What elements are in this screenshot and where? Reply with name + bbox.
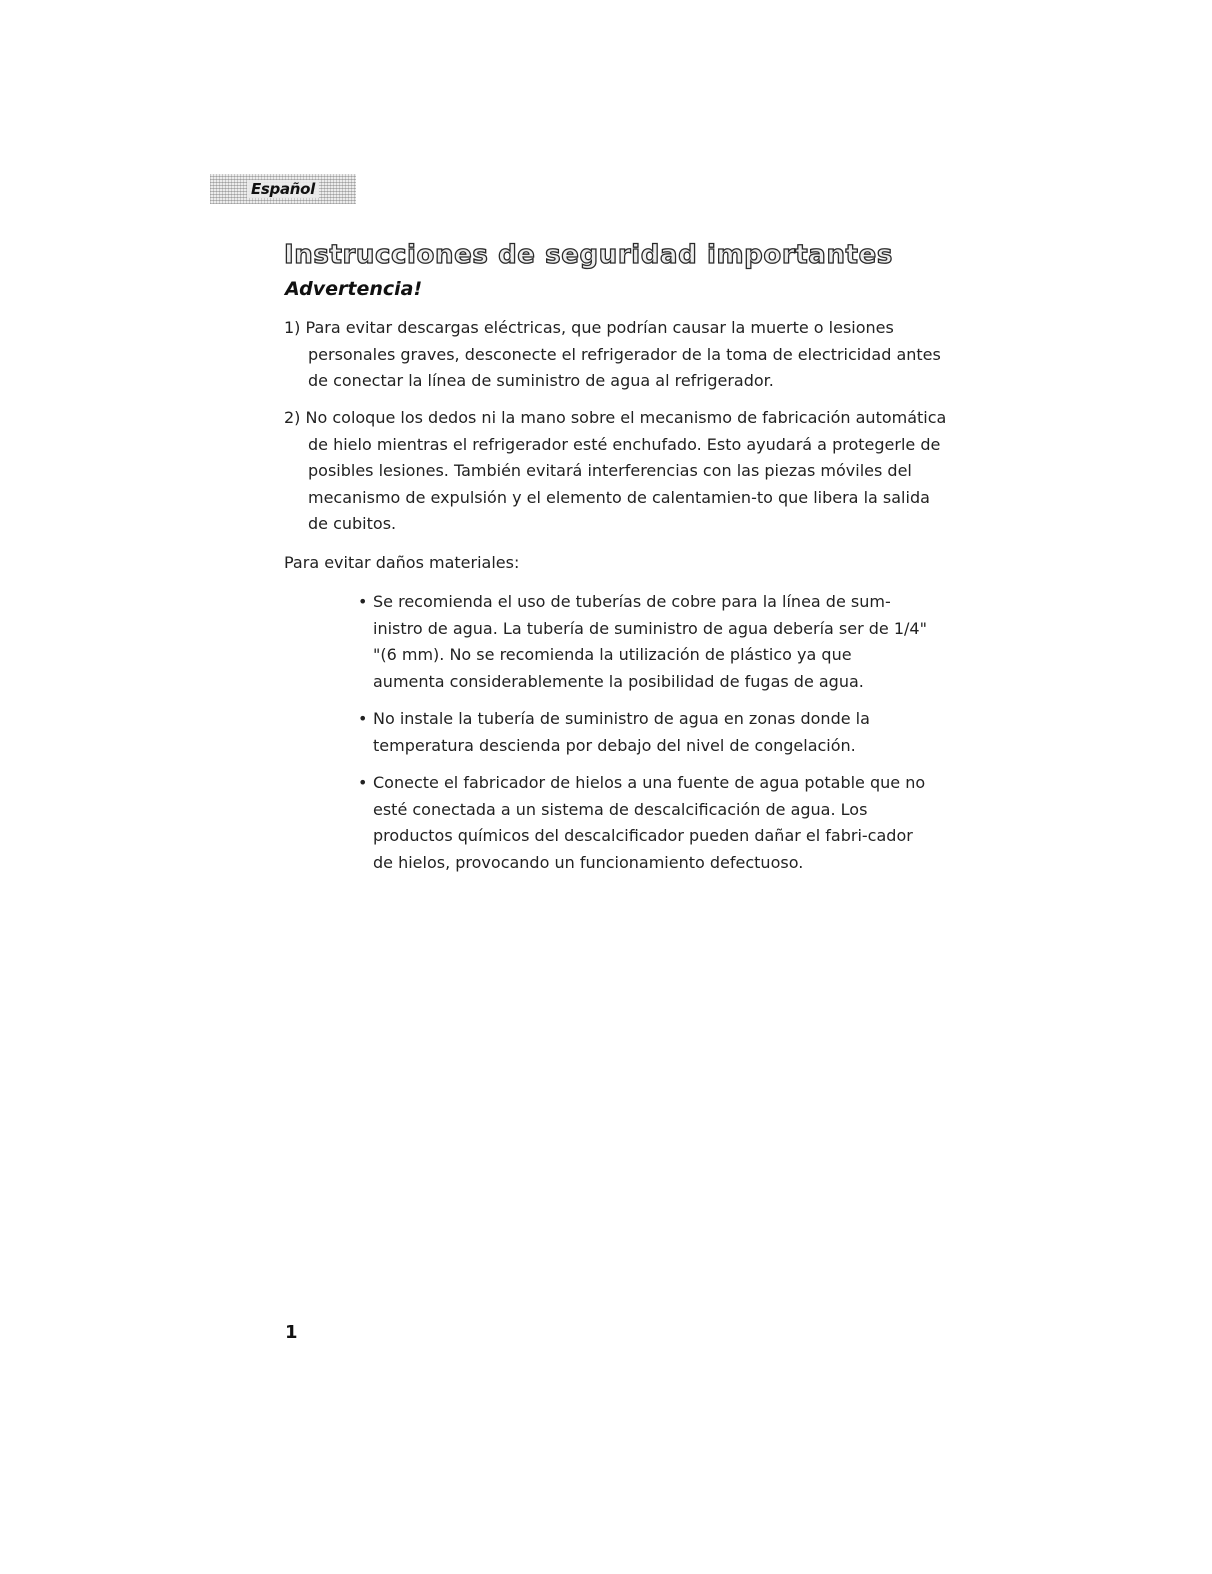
list-item-text: Se recomienda el uso de tuberías de cobre para la línea de sum-inistro de agua. La tubería de suministro de agua debería ser de 1/4" "(6 mm). No se recomienda la utilización de plástico ya que aumenta considerablemente la posibilidad de fugas de agua.: [373, 592, 927, 691]
numbered-item-2: 2) No coloque los dedos ni la mano sobre el mecanismo de fabricación automática de hielo mientras el refrigerador esté enchufado. Esto ayudará a protegerle de posibles lesiones. También evitará interferencias con las piezas móviles del mecanismo de expulsión y el elemento de calentamien-to que libera la salida de cubitos.: [284, 408, 947, 533]
page-title: Instrucciones de seguridad importantes: [284, 240, 893, 270]
bullet-list: [358, 589, 928, 887]
list-item: [358, 589, 928, 695]
list-item: [358, 770, 928, 876]
language-tab-label: Español: [247, 180, 319, 198]
property-damage-lead: Para evitar daños materiales:: [284, 553, 520, 572]
bullet-icon: •: [358, 773, 368, 792]
warning-heading: Advertencia!: [285, 278, 423, 300]
language-tab: [210, 174, 356, 204]
list-item: [358, 706, 928, 759]
numbered-item-1: 1) Para evitar descargas eléctricas, que podrían causar la muerte o lesiones personales graves, desconecte el refrigerador de la toma de electricidad antes de conectar la línea de suministro de agua al refrigerador.: [284, 318, 941, 390]
bullet-icon: •: [358, 709, 368, 728]
list-item-text: Conecte el fabricador de hielos a una fuente de agua potable que no esté conectada a un sistema de descalcificación de agua. Los productos químicos del descalcificador pueden dañar el fabri-cador de hielos, provocando un funcionamiento defectuoso.: [373, 773, 926, 872]
list-item-text: No instale la tubería de suministro de agua en zonas donde la temperatura descienda por debajo del nivel de congelación.: [373, 709, 870, 755]
bullet-icon: •: [358, 592, 368, 611]
page-number: 1: [285, 1322, 298, 1343]
